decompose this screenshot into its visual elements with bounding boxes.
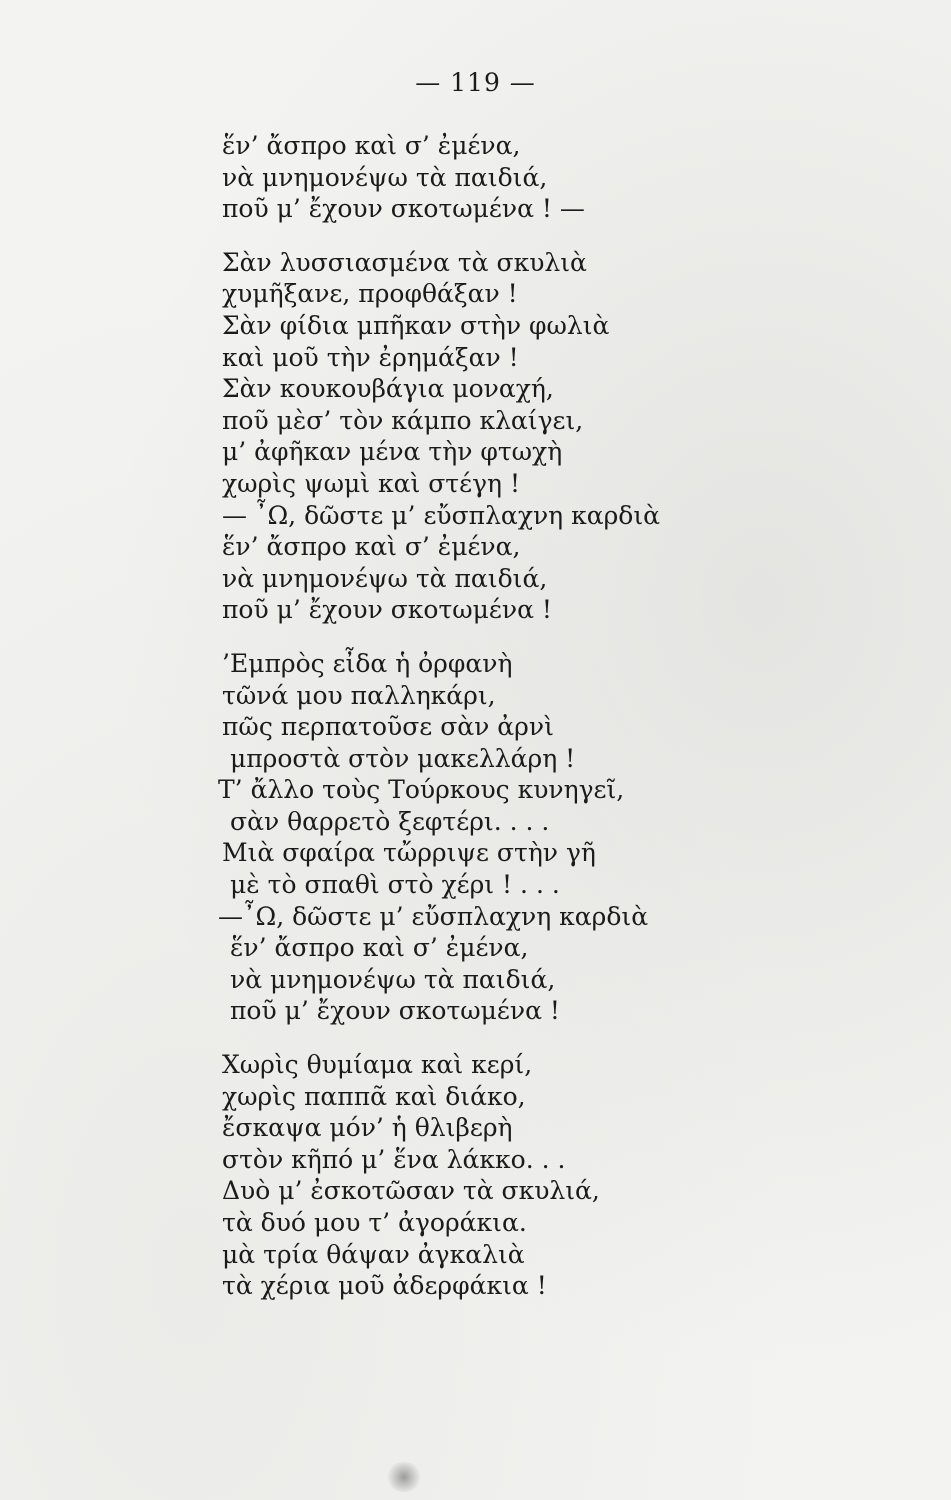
poem-line: πῶς περπατοῦσε σὰν ἀρνὶ: [222, 712, 554, 742]
poem-line: ποῦ μ’ ἔχουν σκοτωμένα !: [222, 595, 552, 625]
poem: [218, 130, 822, 1324]
poem-line: Σὰν φίδια μπῆκαν στὴν φωλιὰ: [222, 310, 610, 340]
poem-line: ἕν’ ἄσπρο καὶ σ’ ἐμένα,: [222, 131, 521, 160]
poem-line: μὲ τὸ σπαθὶ στὸ χέρι ! . . .: [230, 870, 560, 900]
stanza-4: [222, 1049, 822, 1302]
poem-line: καὶ μοῦ τὴν ἐρημάξαν !: [222, 342, 519, 372]
stanza-2: [222, 247, 822, 626]
poem-line: τῶνά μου παλληκάρι,: [222, 680, 496, 710]
poem-line: Σὰν λυσσιασμένα τὰ σκυλιὰ: [222, 247, 587, 277]
poem-line: ἔσκαψα μόν’ ἡ θλιβερὴ: [222, 1113, 513, 1143]
poem-line: Τ’ ἄλλο τοὺς Τούρκους κυνηγεῖ,: [218, 775, 625, 805]
poem-line: τὰ χέρια μοῦ ἀδερφάκια !: [222, 1271, 547, 1301]
page-number: — 119 —: [415, 68, 536, 97]
poem-line: μπροστὰ στὸν μακελλάρη !: [230, 743, 576, 773]
poem-line: Δυὸ μ’ ἐσκοτῶσαν τὰ σκυλιά,: [222, 1176, 600, 1206]
poem-line: μὰ τρία θάψαν ἀγκαλιὰ: [222, 1239, 525, 1269]
poem-line: Σὰν κουκουβάγια μοναχή,: [222, 374, 554, 404]
poem-line: ἕν’ ἄσπρο καὶ σ’ ἐμένα,: [222, 532, 521, 562]
poem-line: χωρὶς ψωμὶ καὶ στέγη !: [222, 468, 520, 498]
stanza-3: [218, 648, 822, 1027]
poem-line: ποῦ μὲσ’ τὸν κάμπο κλαίγει,: [222, 405, 584, 435]
poem-line: Χωρὶς θυμίαμα καὶ κερί,: [222, 1050, 533, 1080]
stanza-1: [222, 130, 822, 225]
poem-line: νὰ μνημονέψω τὰ παιδιά,: [222, 563, 548, 593]
poem-line: ποῦ μ’ ἔχουν σκοτωμένα !: [230, 996, 560, 1026]
poem-line: νὰ μνημονέψω τὰ παιδιά,: [230, 964, 556, 994]
poem-line: σὰν θαρρετὸ ξεφτέρι. . . .: [230, 806, 550, 836]
poem-line: χυμῆξανε, προφθάξαν !: [222, 279, 518, 309]
poem-line: ’Εμπρὸς εἶδα ἡ ὀρφανὴ: [222, 648, 513, 678]
poem-line: —῏Ω, δῶστε μ’ εὔσπλαχνη καρδιὰ: [218, 901, 649, 931]
poem-line: στὸν κῆπό μ’ ἕνα λάκκο. . .: [222, 1144, 566, 1174]
poem-line: Μιὰ σφαίρα τὤρριψε στὴν γῆ: [222, 838, 596, 868]
poem-line: μ’ ἀφῆκαν μένα τὴν φτωχὴ: [222, 437, 563, 467]
ink-smudge: [385, 1462, 423, 1492]
poem-line: νὰ μνημονέψω τὰ παιδιά,: [222, 162, 548, 192]
poem-line: ποῦ μ’ ἔχουν σκοτωμένα ! —: [222, 194, 585, 224]
poem-line: χωρὶς παππᾶ καὶ διάκο,: [222, 1081, 526, 1111]
poem-line: ἕν’ ἄσπρο καὶ σ’ ἐμένα,: [230, 933, 529, 963]
poem-line: τὰ δυό μου τ’ ἀγοράκια.: [222, 1208, 527, 1237]
poem-line: — ῏Ω, δῶστε μ’ εὔσπλαχνη καρδιὰ: [222, 500, 661, 530]
